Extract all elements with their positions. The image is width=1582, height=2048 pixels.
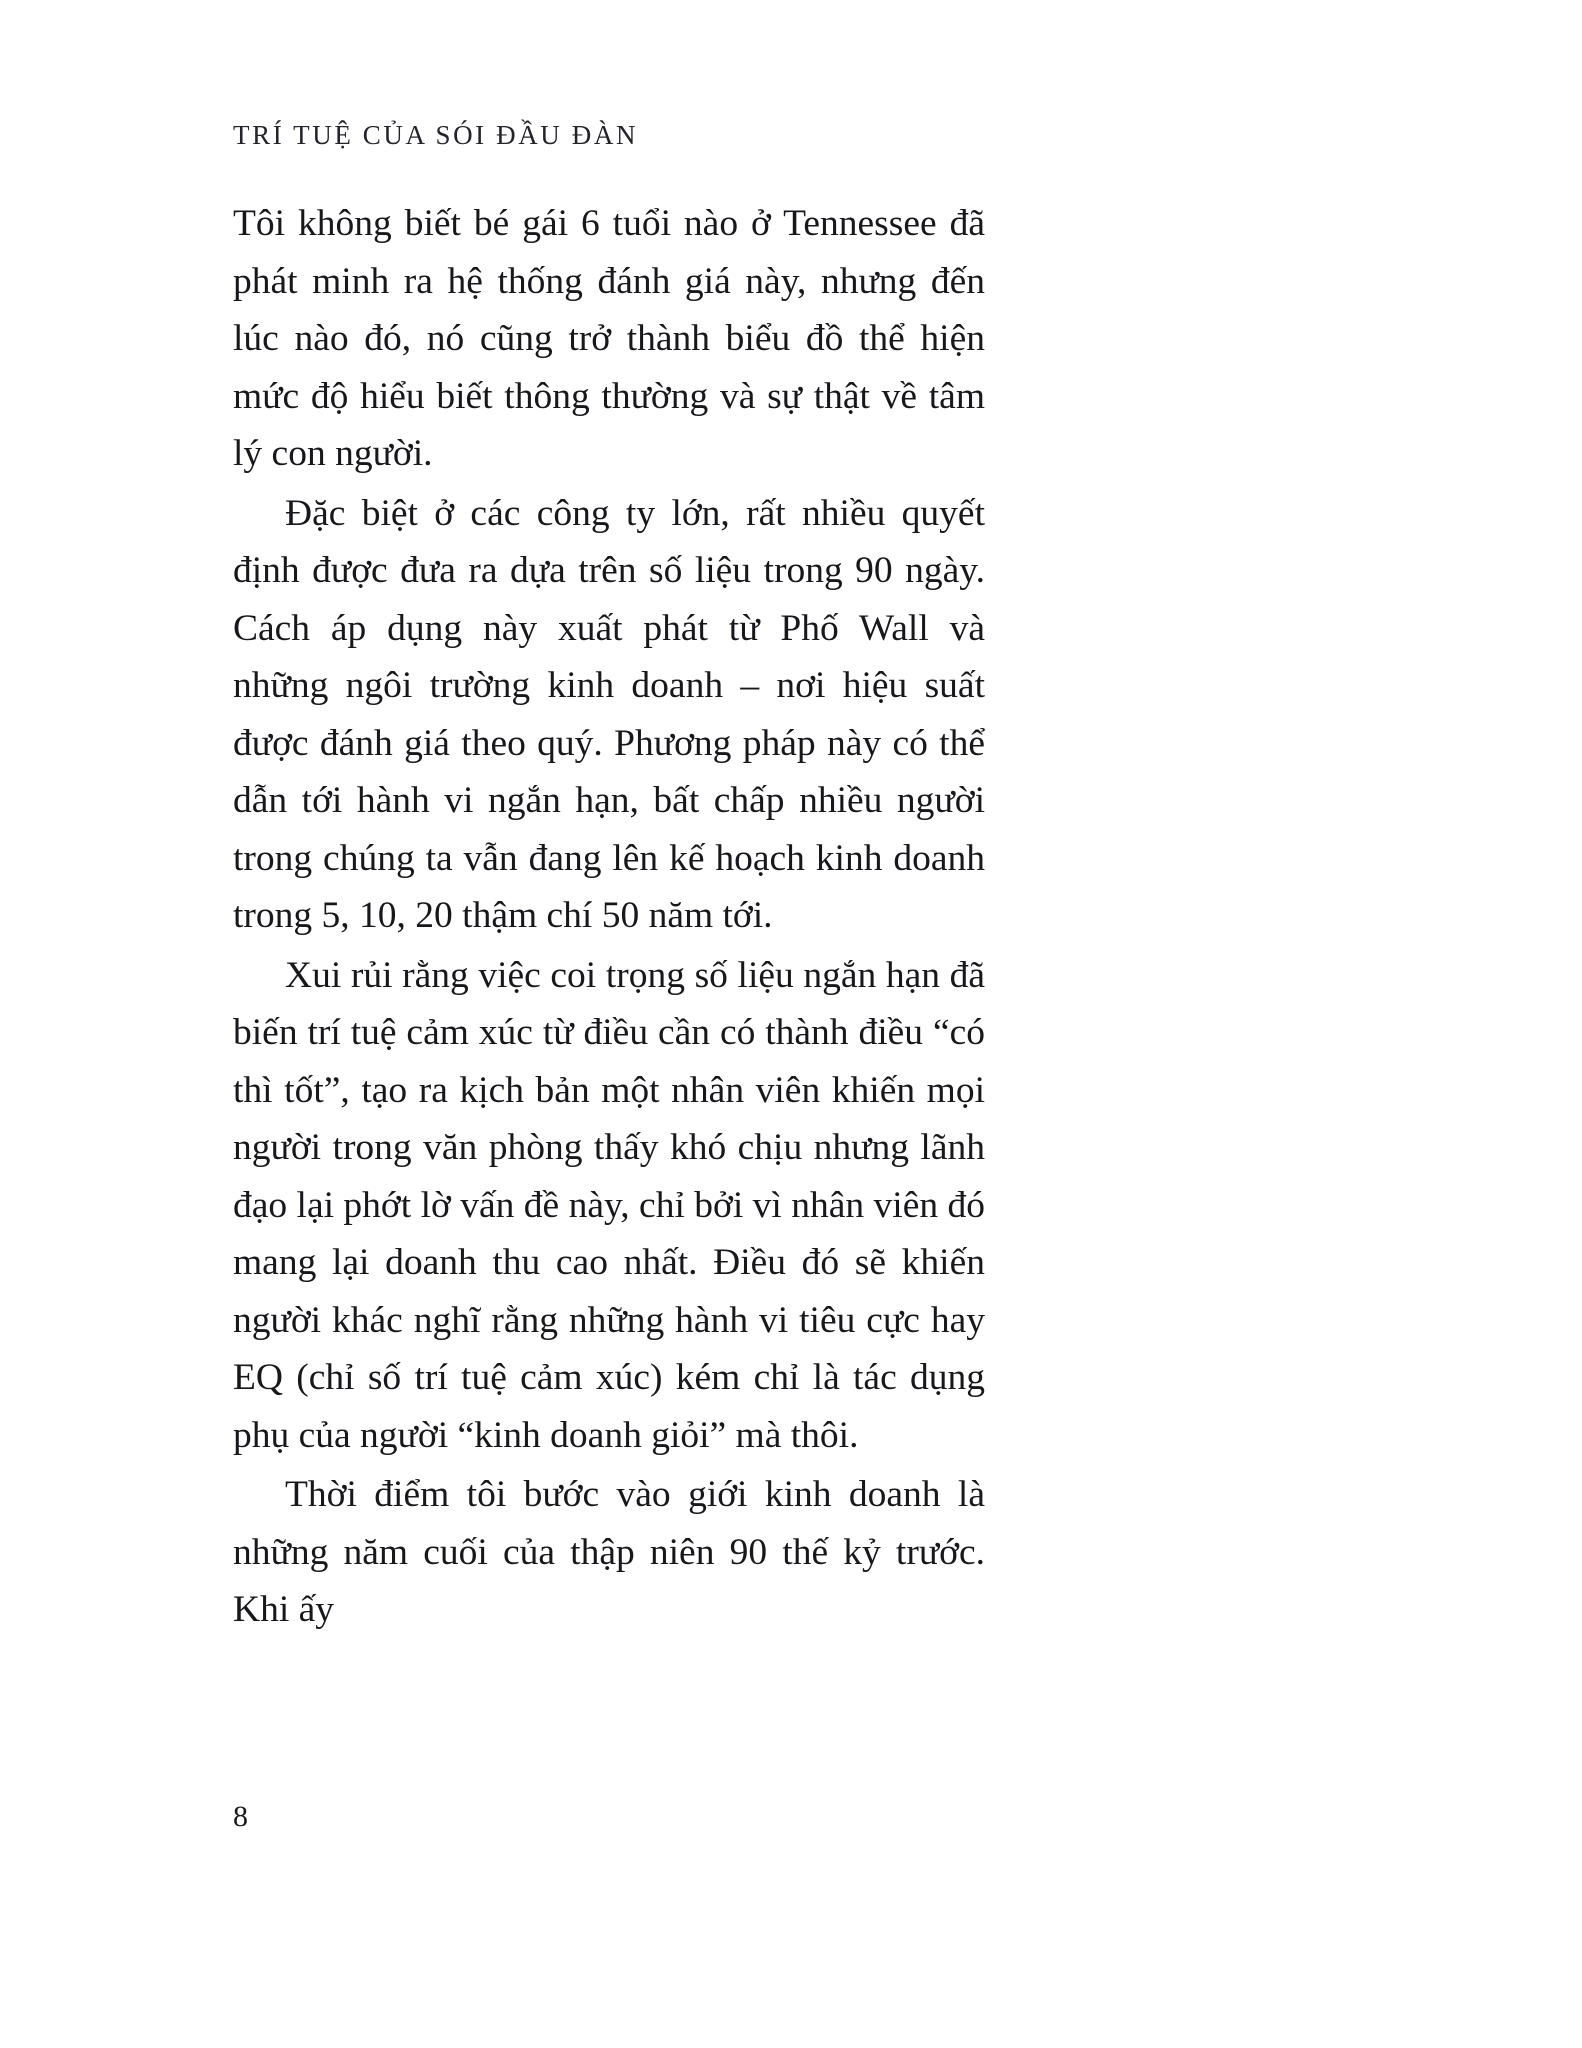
page-number: 8	[233, 1800, 248, 1833]
body-text-block	[233, 195, 985, 1639]
paragraph-3: Xui rủi rằng việc coi trọng số liệu ngắn hạn đã biến trí tuệ cảm xúc từ điều cần có thành điều “có thì tốt”, tạo ra kịch bản một nhân viên khiến mọi người trong văn phòng thấy khó chịu nhưng lãnh đạo lại phớt lờ vấn đề này, chỉ bởi vì nhân viên đó mang lại doanh thu cao nhất. Điều đó sẽ khiến người khác nghĩ rằng những hành vi tiêu cực hay EQ (chỉ số trí tuệ cảm xúc) kém chỉ là tác dụng phụ của người “kinh doanh giỏi” mà thôi.	[233, 954, 985, 1456]
page-content-column	[233, 0, 985, 1641]
paragraph-1: Tôi không biết bé gái 6 tuổi nào ở Tennessee đã phát minh ra hệ thống đánh giá này, nhưng đến lúc nào đó, nó cũng trở thành biểu đồ thể hiện mức độ hiểu biết thông thường và sự thật về tâm lý con người.	[233, 203, 985, 474]
running-header: TRÍ TUỆ CỦA SÓI ĐẦU ĐÀN	[233, 120, 639, 150]
paragraph-2: Đặc biệt ở các công ty lớn, rất nhiều quyết định được đưa ra dựa trên số liệu trong 90 ngày. Cách áp dụng này xuất phát từ Phố Wall và những ngôi trường kinh doanh – nơi hiệu suất được đánh giá theo quý. Phương pháp này có thể dẫn tới hành vi ngắn hạn, bất chấp nhiều người trong chúng ta vẫn đang lên kế hoạch kinh doanh trong 5, 10, 20 thậm chí 50 năm tới.	[233, 492, 985, 936]
paragraph-4: Thời điểm tôi bước vào giới kinh doanh là những năm cuối của thập niên 90 thế kỷ trước. Khi ấy	[233, 1474, 985, 1630]
